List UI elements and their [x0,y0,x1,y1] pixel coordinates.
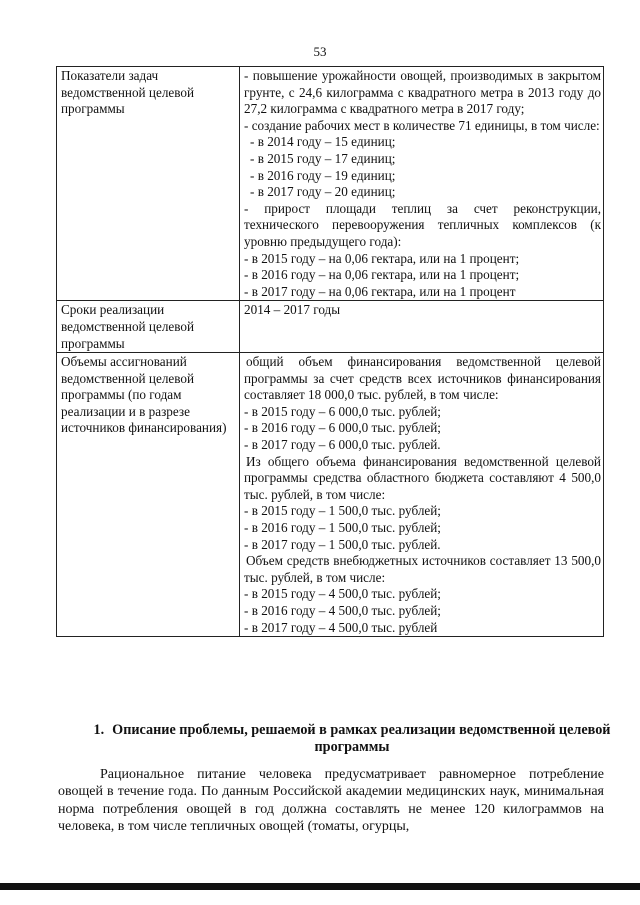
value-line: - в 2015 году – 1 500,0 тыс. рублей; [244,503,441,519]
program-passport-table [56,66,604,637]
value-line: - в 2016 году – 19 единиц; [250,167,396,183]
section-title: Описание проблемы, решаемой в рамках реализации ведомственной целевой программы [112,722,611,755]
value-line: - в 2016 году – 1 500,0 тыс. рублей; [244,520,441,536]
row-value [240,353,604,637]
value-line: - в 2014 году – 15 единиц; [250,134,396,150]
section-heading [92,722,612,756]
value-line: Объем средств внебюджетных источников составляет 13 500,0 тыс. рублей, в том числе: [244,553,601,585]
value-line: Из общего объема финансирования ведомственной целевой программы средства областного бюджета составляют 4 500,0 тыс. рублей, в том числе: [244,453,601,502]
row-value [240,67,604,301]
value-line: - в 2017 году – 20 единиц; [250,184,396,200]
value-line: - в 2016 году – 4 500,0 тыс. рублей; [244,603,441,618]
row-label: Сроки реализации ведомственной целевой программы [57,301,240,353]
table-row-task-indicators [57,67,604,301]
value-line: - в 2015 году – 17 единиц; [250,150,396,166]
value-line: - создание рабочих мест в количестве 71 единицы, в том числе: [244,117,600,133]
value-line: - в 2015 году – 4 500,0 тыс. рублей; [244,586,441,602]
value-line: - в 2016 году – 6 000,0 тыс. рублей; [244,420,441,436]
footer-rule [0,883,640,890]
value-line: - повышение урожайности овощей, производимых в закрытом грунте, с 24,6 килограмма с квадратного метра в 2013 году до 27,2 килограмма с квадратного метра в 2017 году; [244,68,601,117]
value-line: - прирост площади теплиц за счет реконструкции, технического перевооружения тепличных комплексов (к уровню предыдущего года): [244,200,601,249]
row-value [240,301,604,353]
table-row-implementation-period [57,301,604,353]
row-label: Объемы ассигнований ведомственной целевой программы (по годам реализации и в разрезе источников финансирования) [57,353,240,637]
value-line: общий объем финансирования ведомственной целевой программы за счет средств всех источников финансирования составляет 18 000,0 тыс. рублей, в том числе: [244,354,601,403]
value-line: - в 2017 году – 6 000,0 тыс. рублей. [244,437,441,453]
value-line: - в 2017 году – на 0,06 гектара, или на 1 процент [244,283,516,299]
row-label: Показатели задач ведомственной целевой программы [57,67,240,301]
value-line: - в 2017 году – 4 500,0 тыс. рублей [244,619,438,635]
table-row-funding-volumes [57,353,604,637]
value-line: - в 2017 году – 1 500,0 тыс. рублей. [244,536,441,552]
value-line: 2014 – 2017 годы [244,302,341,318]
page-number: 53 [313,44,327,59]
value-line: - в 2015 году – на 0,06 гектара, или на 1 процент; [244,250,520,266]
value-line: - в 2015 году – 6 000,0 тыс. рублей; [244,403,441,419]
value-line: - в 2016 году – на 0,06 гектара, или на 1 процент; [244,267,520,283]
section-number: 1. [93,722,105,738]
body-paragraph: Рациональное питание человека предусматривает равномерное потребление овощей в течение года. По данным Российской академии медицинских наук, минимальная норма потребления овощей в год должна составлять не менее 120 килограммов на человека, в том числе тепличных овощей (томаты, огурцы, [58,767,604,834]
